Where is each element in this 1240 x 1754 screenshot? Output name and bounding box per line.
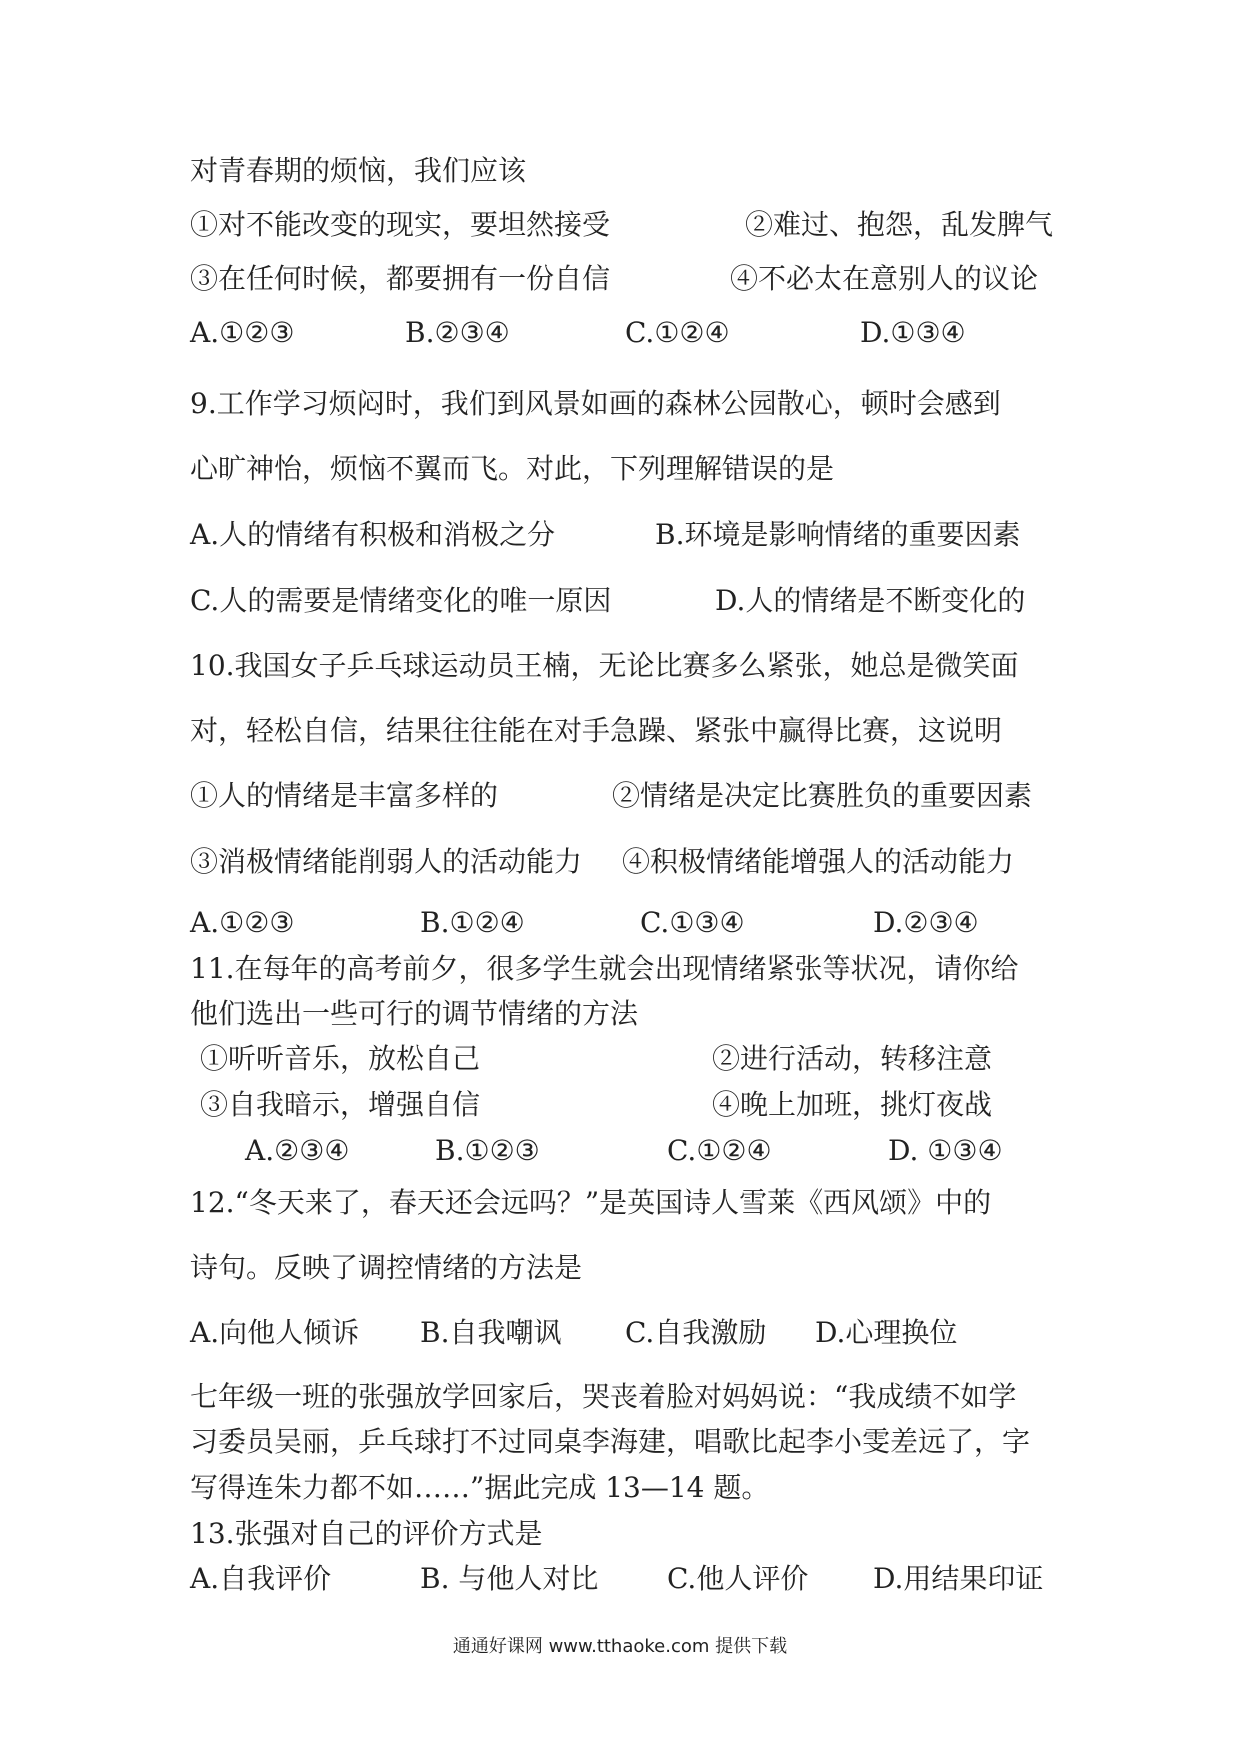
option-c: C.他人评价	[667, 1562, 809, 1595]
option-b: B.①②③	[435, 1134, 540, 1167]
statement-row	[0, 842, 1240, 882]
question-stem	[0, 1248, 1240, 1288]
statement-row	[0, 1039, 1240, 1079]
question-stem	[0, 1183, 1240, 1223]
option-b: B.自我嘲讽	[420, 1316, 562, 1349]
q11-stem-line2: 他们选出一些可行的调节情绪的方法	[190, 997, 639, 1030]
statement-row	[0, 776, 1240, 816]
question-stem	[0, 711, 1240, 751]
statement-row	[0, 259, 1240, 299]
answer-options	[0, 313, 1240, 353]
option-d: D. ①③④	[888, 1134, 1003, 1167]
option-a: A.向他人倾诉	[190, 1316, 360, 1349]
passage-text: 七年级一班的张强放学回家后，哭丧着脸对妈妈说：“我成绩不如学	[190, 1380, 1017, 1413]
statement-item: ③自我暗示，增强自信	[200, 1088, 481, 1121]
intro-stem: 对青春期的烦恼，我们应该	[190, 154, 527, 187]
question-stem	[0, 1514, 1240, 1554]
option-a: A.人的情绪有积极和消极之分	[190, 518, 556, 551]
option-c: C.人的需要是情绪变化的唯一原因	[190, 584, 612, 617]
option-a: A.①②③	[190, 906, 295, 939]
option-d: D.①③④	[860, 316, 966, 349]
q10-stem-line1: 10.我国女子乒乓球运动员王楠，无论比赛多么紧张，她总是微笑面	[190, 649, 1019, 682]
answer-options	[0, 903, 1240, 943]
answer-options	[0, 1313, 1240, 1353]
statement-item: ①人的情绪是丰富多样的	[190, 779, 499, 812]
passage-text: 习委员吴丽，乒乓球打不过同桌李海建，唱歌比起李小雯差远了，字	[190, 1425, 1031, 1458]
statement-row	[0, 1085, 1240, 1125]
option-d: D.心理换位	[815, 1316, 958, 1349]
q13-stem: 13.张强对自己的评价方式是	[190, 1517, 543, 1550]
statement-row	[0, 205, 1240, 245]
option-d: D.②③④	[873, 906, 979, 939]
answer-options	[0, 581, 1240, 621]
question-stem	[0, 949, 1240, 989]
passage-text: 写得连朱力都不如……”据此完成 13—14 题。	[190, 1471, 770, 1504]
option-d: D.人的情绪是不断变化的	[715, 584, 1026, 617]
q12-stem-line1: 12.“冬天来了，春天还会远吗？”是英国诗人雪莱《西风颂》中的	[190, 1186, 992, 1219]
statement-item: ④积极情绪能增强人的活动能力	[622, 845, 1015, 878]
answer-options	[0, 1131, 1240, 1171]
statement-item: ③消极情绪能削弱人的活动能力	[190, 845, 583, 878]
option-d: D.用结果印证	[873, 1562, 1044, 1595]
passage-line	[0, 1468, 1240, 1508]
option-c: C.①③④	[640, 906, 745, 939]
passage-line	[0, 1422, 1240, 1462]
passage-line	[0, 1377, 1240, 1417]
q11-stem-line1: 11.在每年的高考前夕，很多学生就会出现情绪紧张等状况，请你给	[190, 952, 1019, 985]
question-stem	[0, 994, 1240, 1034]
question-stem	[0, 449, 1240, 489]
statement-item: ①听听音乐，放松自己	[200, 1042, 481, 1075]
question-stem	[0, 151, 1240, 191]
option-c: C.自我激励	[625, 1316, 767, 1349]
question-stem	[0, 384, 1240, 424]
option-b: B.①②④	[420, 906, 525, 939]
q12-stem-line2: 诗句。反映了调控情绪的方法是	[190, 1251, 583, 1284]
q9-stem-line1: 9.工作学习烦闷时，我们到风景如画的森林公园散心，顿时会感到	[190, 387, 1001, 420]
statement-item: ④不必太在意别人的议论	[730, 262, 1039, 295]
q10-stem-line2: 对，轻松自信，结果往往能在对手急躁、紧张中赢得比赛，这说明	[190, 714, 1003, 747]
statement-item: ②进行活动，转移注意	[712, 1042, 993, 1075]
option-b: B. 与他人对比	[420, 1562, 599, 1595]
answer-options	[0, 1559, 1240, 1599]
option-b: B.②③④	[405, 316, 510, 349]
statement-item: ④晚上加班，挑灯夜战	[712, 1088, 993, 1121]
page-footer: 通通好课网 www.tthaoke.com 提供下载	[452, 1636, 788, 1657]
option-c: C.①②④	[667, 1134, 772, 1167]
option-c: C.①②④	[625, 316, 730, 349]
statement-item: ②难过、抱怨，乱发脾气	[745, 208, 1054, 241]
statement-item: ②情绪是决定比赛胜负的重要因素	[612, 779, 1033, 812]
option-b: B.环境是影响情绪的重要因素	[655, 518, 1021, 551]
option-a: A.①②③	[190, 316, 295, 349]
answer-options	[0, 515, 1240, 555]
question-stem	[0, 646, 1240, 686]
option-a: A.②③④	[245, 1134, 350, 1167]
q9-stem-line2: 心旷神怡，烦恼不翼而飞。对此，下列理解错误的是	[190, 452, 835, 485]
statement-item: ③在任何时候，都要拥有一份自信	[190, 262, 611, 295]
option-a: A.自我评价	[190, 1562, 332, 1595]
statement-item: ①对不能改变的现实，要坦然接受	[190, 208, 611, 241]
